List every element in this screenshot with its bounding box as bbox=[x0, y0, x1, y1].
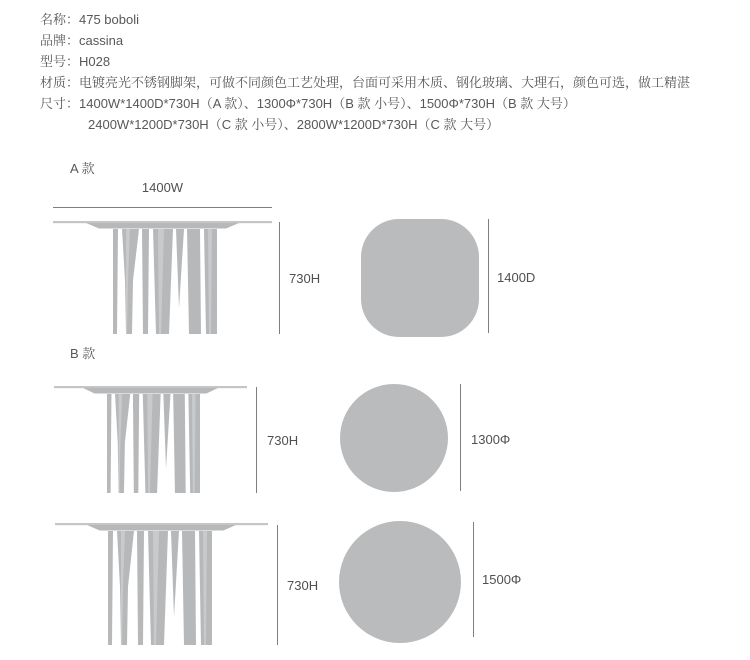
dim-line-a-height bbox=[279, 222, 280, 334]
top-view-b-small bbox=[340, 384, 448, 492]
dim-label-b-large-diameter: 1500Φ bbox=[482, 572, 522, 587]
spec-line-material: 材质：电镀亮光不锈钢脚架，可做不同颜色工艺处理，台面可采用木质、钢化玻璃、大理石，颜色可选，做工精湛 bbox=[40, 75, 691, 90]
dim-label-a-height: 730H bbox=[289, 271, 321, 286]
section-a-label: A 款 bbox=[70, 161, 95, 176]
front-view-b-small bbox=[54, 386, 247, 493]
front-view-b-large bbox=[55, 523, 268, 645]
section-b-label: B 款 bbox=[70, 346, 96, 361]
tabletop-profile bbox=[53, 221, 272, 229]
table-legs bbox=[108, 531, 212, 645]
dim-line-b-small-diameter bbox=[460, 384, 461, 491]
dim-label-b-small-diameter: 1300Φ bbox=[471, 432, 511, 447]
top-view-b-large bbox=[339, 521, 461, 643]
table-legs bbox=[113, 229, 217, 334]
tabletop-profile bbox=[54, 386, 247, 394]
top-view-a bbox=[361, 219, 479, 337]
dim-line-a-depth bbox=[488, 219, 489, 333]
tabletop-profile bbox=[55, 523, 268, 531]
dim-line-b-small-height bbox=[256, 387, 257, 493]
dim-label-b-small-height: 730H bbox=[267, 433, 299, 448]
spec-line-dimensions: 尺寸：1400W*1400D*730H（A 款）、1300Φ*730H（B 款 小号）、1500Φ*730H（B 款 大号） bbox=[40, 96, 576, 111]
spec-line-model: 型号：H028 bbox=[40, 54, 111, 69]
spec-line-name: 名称：475 boboli bbox=[40, 12, 139, 27]
dim-line-b-large-height bbox=[277, 525, 278, 645]
dim-label-a-width: 1400W bbox=[141, 180, 184, 195]
spec-text-block bbox=[40, 9, 690, 135]
dim-label-a-depth: 1400D bbox=[497, 270, 536, 285]
table-legs bbox=[107, 394, 200, 493]
dim-line-a-width bbox=[53, 207, 272, 208]
dim-line-b-large-diameter bbox=[473, 522, 474, 637]
front-view-a bbox=[53, 221, 272, 334]
spec-line-dimensions-2: 2400W*1200D*730H（C 款 小号）、2800W*1200D*730H（C 款 大号） bbox=[88, 117, 500, 132]
spec-line-brand: 品牌：cassina bbox=[40, 33, 124, 48]
dim-label-b-large-height: 730H bbox=[287, 578, 319, 593]
